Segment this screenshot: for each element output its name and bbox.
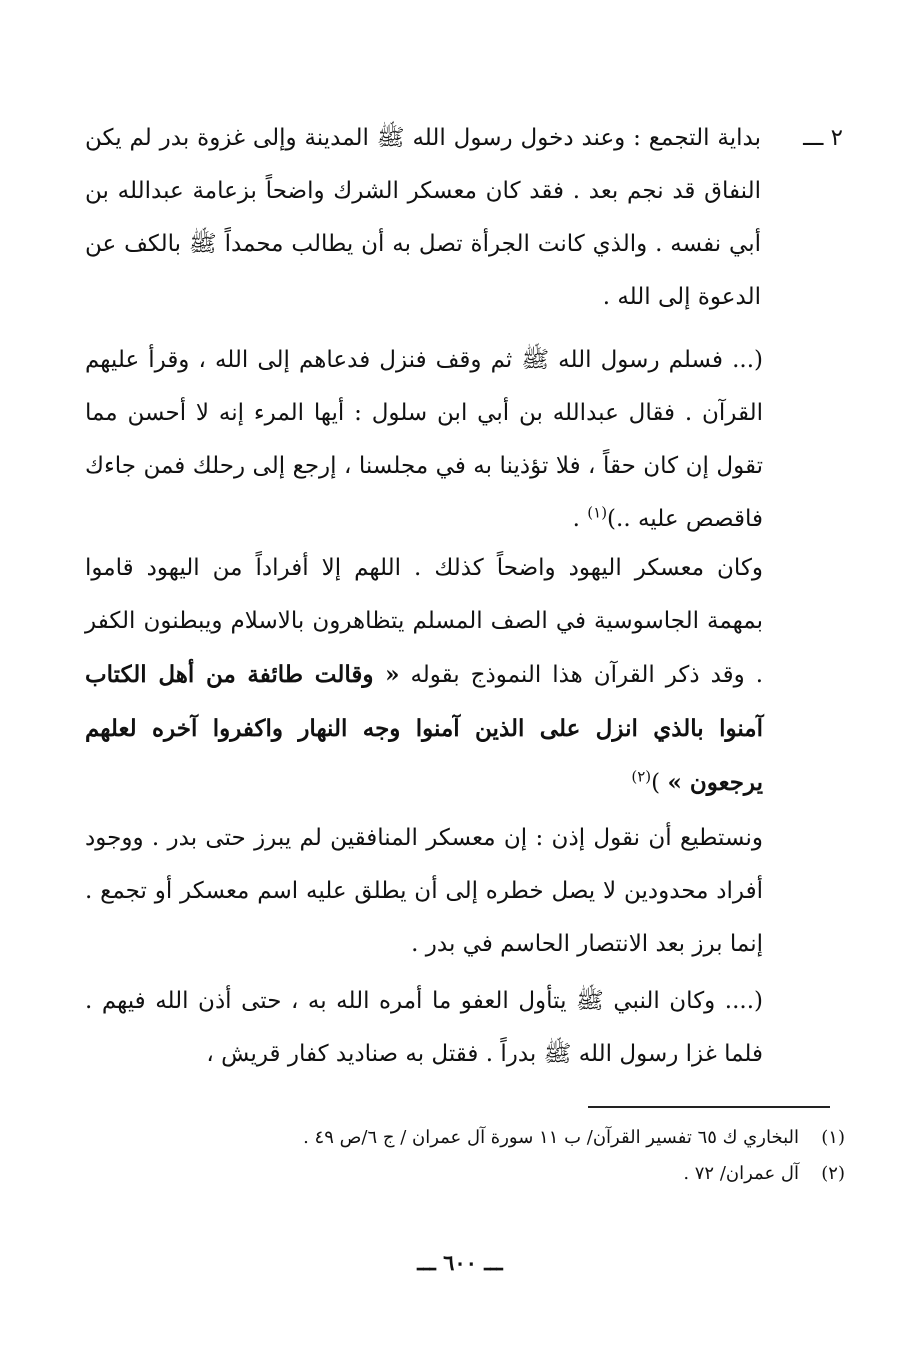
intro-item-number: ٢ ـــ	[803, 125, 843, 151]
jews-paragraph	[85, 542, 763, 810]
intro-text: بداية التجمع : وعند دخول رسول الله ﷺ المدينة وإلى غزوة بدر لم يكن النفاق قد نجم بعد . فقد كان معسكر الشرك واضحاً بزعامة عبدالله بن أبي نفسه . والذي كانت الجرأة تصل به أن يطالب محمداً ﷺ بالكف عن الدعوة إلى الله .	[85, 125, 761, 310]
conclusion-text: ونستطيع أن نقول إذن : إن معسكر المنافقين لم يبرز حتى بدر . ووجود أفراد محدودين لا يصل خطره إلى أن يطلق عليه اسم معسكر أو تجمع . إنما برز بعد الانتصار الحاسم في بدر .	[85, 825, 763, 957]
footnote-text: آل عمران/ ٧٢ .	[683, 1163, 799, 1184]
footnote-number: (٢)	[821, 1163, 845, 1184]
quote1-text: (... فسلم رسول الله ﷺ ثم وقف فنزل فدعاهم إلى الله ، وقرأ عليهم القرآن . فقال عبدالله بن أبي ابن سلول : أيها المرء إنه لا أحسن مما تقول إن كان حقاً ، فلا تؤذينا به في مجلسنا ، إرجع إلى رحلك فمن جاءك فاقصص عليه ..)	[85, 347, 763, 532]
footnote-ref-1: (١)	[587, 503, 608, 522]
footnote-ref-2: (٢)	[631, 767, 652, 786]
jews-text: وكان معسكر اليهود واضحاً كذلك . اللهم إلا أفراداً من اليهود قاموا بمهمة الجاسوسية في الصف المسلم يتظاهرون بالاسلام ويبطنون الكفر . وقد ذكر القرآن هذا النموذج بقوله	[85, 555, 764, 688]
quote2-text: (.... وكان النبي ﷺ يتأول العفو ما أمره الله به ، حتى أذن الله فيهم . فلما غزا رسول الله ﷺ بدراً . فقتل به صناديد كفار قريش ،	[85, 988, 763, 1067]
quote1-end: .	[572, 506, 588, 532]
footnote-number: (١)	[821, 1127, 845, 1148]
jews-close: )	[651, 770, 668, 796]
conclusion-paragraph	[85, 812, 763, 971]
quote-paragraph-2	[85, 975, 763, 1081]
footnote-divider	[588, 1106, 830, 1108]
footnotes	[180, 1120, 845, 1192]
footnote-text: البخاري ك ٦٥ تفسير القرآن/ ب ١١ سورة آل عمران / ج ٦/ص ٤٩ .	[303, 1127, 799, 1148]
page-number: ـــ ٦٠٠ ـــ	[417, 1250, 503, 1275]
quote-paragraph-1	[85, 334, 763, 546]
footnote-item	[180, 1120, 845, 1156]
quran-verse: « وقالت طائفة من أهل الكتاب آمنوا بالذي انزل على الذين آمنوا وجه النهار واكفروا آخره لعلهم يرجعون »	[85, 661, 763, 796]
footnote-item	[180, 1156, 845, 1192]
intro-paragraph	[85, 112, 843, 324]
